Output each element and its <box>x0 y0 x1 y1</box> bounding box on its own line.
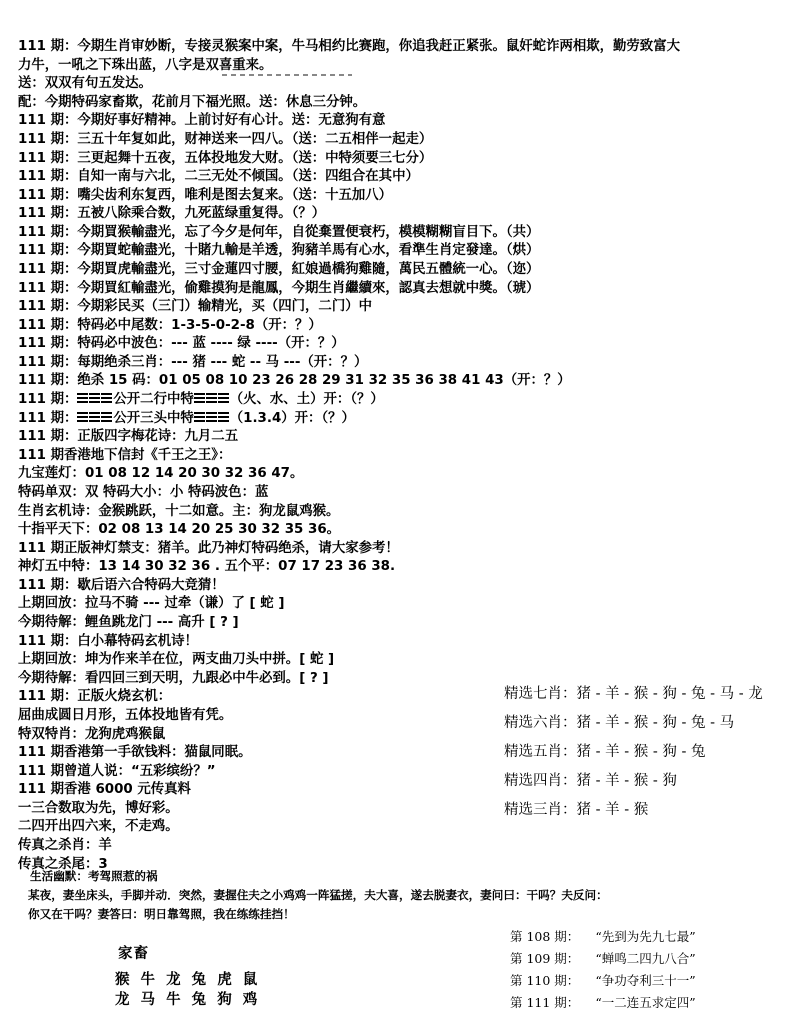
trigram-bar-icon <box>101 412 112 423</box>
humor-text-line-1: 某夜，妻坐床头，手脚并动．突然，妻握住夫之小鸡鸡一阵猛搓，夫大喜，遂去脱妻衣，妻问曰：干吗？夫反问： <box>28 888 608 902</box>
text-line: 传真之杀尾：3 <box>18 856 108 872</box>
humor-title: 生活幽默：考驾照惹的祸 <box>30 869 158 883</box>
text-line: 上期回放：拉马不骑 --- 过牵（谦）了 [ 蛇 ] <box>18 596 285 612</box>
trigram-bar-icon <box>89 412 100 423</box>
issue-phrase: “争功夺利三十一” <box>595 973 696 988</box>
text-line: 111 期香港 6000 元传真料 <box>18 782 191 798</box>
text-line: 111 期：今期彩民买（三门）输精光，买（四门，二门）中 <box>18 299 372 315</box>
issue-number: 第 109 期： <box>510 951 580 966</box>
issue-number: 第 108 期： <box>510 929 580 944</box>
trigram-bar-icon <box>218 393 229 404</box>
pick-line: 精选三肖：猪 - 羊 - 猴 <box>504 802 649 818</box>
text-line: 111 期： 公开三头中特 （1.3.4）开：（？） <box>18 410 355 426</box>
text-line: 111 期曾道人说：“五彩缤纷？” <box>18 763 216 779</box>
text-line: 111 期：正版四字梅花诗：九月二五 <box>18 429 239 445</box>
issue-phrase: “一二连五求定四” <box>595 995 696 1010</box>
issue-row <box>510 928 696 946</box>
text-line: 生肖玄机诗：金猴跳跃，十二如意。主：狗龙鼠鸡猴。 <box>18 503 340 519</box>
text-line: 111 期：歇后语六合特码大竞猜！ <box>18 577 225 593</box>
issue-row <box>510 950 696 968</box>
pick-line: 精选五肖：猪 - 羊 - 猴 - 狗 - 兔 <box>504 744 706 760</box>
text-line: 111 期：今期買紅輸盡光，偷雞摸狗是龍鳳，今期生肖繼續來，認真去想就中獎。（琥） <box>18 280 540 296</box>
text-line: 111 期：特码必中波色：--- 蓝 ---- 绿 ----（开：？） <box>18 336 345 352</box>
text-line: 111 期：三五十年复如此，财神送来一四八。（送：二五相伴一起走） <box>18 131 433 147</box>
trigram-bar-icon <box>206 412 217 423</box>
issue-row <box>510 972 696 990</box>
trigram-bar-icon <box>77 393 88 404</box>
text-line: 力牛，一吼之下珠出蓝，八字是双喜重来。 <box>18 57 273 73</box>
text-line: 二四开出四六来，不走鸡。 <box>18 819 179 835</box>
text-line: 111 期： 公开二行中特 （火、水、土）开：（？） <box>18 392 384 407</box>
text-line: 111 期：今期買虎輸盡光，三寸金蓮四寸腰，紅娘過橋狗雞隨，萬民五體統一心。（迩） <box>18 262 540 277</box>
text-line: 111 期：今期買蛇輸盡光，十賭九輸是羊透，狗豬羊馬有心水，看準生肖定發達。（烘） <box>18 243 540 259</box>
text-line: 111 期香港第一手欲钱料：猫鼠同眠。 <box>18 745 252 760</box>
text-line: 111 期：今期好事好精神。上前讨好有心计。送：无意狗有意 <box>18 113 386 129</box>
text-line: 特双特肖：龙狗虎鸡猴鼠 <box>18 726 166 742</box>
issue-number: 第 110 期： <box>510 973 580 988</box>
text-line: 神灯五中特：13 14 30 32 36 . 五个平：07 17 23 36 38. <box>18 559 396 575</box>
text-line: 111 期：绝杀 15 码：01 05 08 10 23 26 28 29 31 32 35 36 38 41 43（开：？） <box>18 373 571 389</box>
text-line: 111 期：今期生肖审妙断，专接灵猴案中案，牛马相约比赛跑，你追我赶正紧张。鼠奸蛇诈两相欺，勤劳致富大 <box>18 39 680 54</box>
text-line: 送：双双有句五发达。 <box>18 76 152 92</box>
text-line: 屈曲成圆日月形，五体投地皆有凭。 <box>18 707 233 723</box>
text-line: 十指平天下：02 08 13 14 20 25 30 32 35 36。 <box>18 522 341 538</box>
text-line: 111 期香港地下信封《千王之王》： <box>18 447 232 463</box>
text-line: 111 期：五被八除乘合数，九死蓝绿重复得。（？） <box>18 206 326 222</box>
text-line: 111 期：嘴尖齿利东复西，唯利是图去复来。（送：十五加八） <box>18 187 393 203</box>
trigram-bar-icon <box>89 393 100 404</box>
issue-row <box>510 994 696 1012</box>
pick-line: 精选六肖：猪 - 羊 - 猴 - 狗 - 兔 - 马 <box>504 715 735 731</box>
text-line: 111 期：正版火烧玄机： <box>18 689 172 705</box>
text-line: 111 期：白小幕特码玄机诗！ <box>18 633 198 649</box>
trigram-bar-icon <box>194 412 205 423</box>
text-line: 111 期：自知一南与六北，二三无处不倾国。（送：四组合在其中） <box>18 169 419 185</box>
text-line: 传真之杀肖：羊 <box>18 837 112 853</box>
pick-line: 精选四肖：猪 - 羊 - 猴 - 狗 <box>504 773 677 789</box>
issue-phrase: “蝉鸣二四九八合” <box>595 951 696 966</box>
text-line: 111 期正版神灯禁支：猪羊。此乃神灯特码绝杀，请大家参考！ <box>18 540 399 556</box>
livestock-row-2: 龙 马 牛 兔 狗 鸡 <box>115 991 261 1008</box>
text-line: 一三合数取为先，博好彩。 <box>18 800 179 816</box>
issue-phrase: “先到为先九七最” <box>595 929 696 944</box>
pick-line: 精选七肖：猪 - 羊 - 猴 - 狗 - 兔 - 马 - 龙 <box>504 686 763 702</box>
livestock-row-1: 猴 牛 龙 兔 虎 鼠 <box>115 971 261 988</box>
livestock-title: 家畜 <box>118 945 149 962</box>
text-line: 配：今期特码家畜欺，花前月下福光照。送：休息三分钟。 <box>18 94 367 110</box>
text-line: 111 期：今期買猴輸盡光，忘了今夕是何年，自從棄置便衰朽，模模糊糊盲目下。（共） <box>18 224 540 240</box>
text-line: 今期待解：看四回三到天明，九跟必中牛必到。[ ? ] <box>18 670 329 686</box>
text-line: 上期回放：坤为作来羊在位，两支曲刀头中拼。[ 蛇 ] <box>18 652 335 668</box>
text-line: 111 期：三更起舞十五夜，五体投地发大财。（送：中特须要三七分） <box>18 150 433 166</box>
trigram-bar-icon <box>206 393 217 404</box>
humor-text-line-2: 你又在干吗？妻答曰：明日靠驾照，我在练练挂挡！ <box>28 907 295 921</box>
trigram-bar-icon <box>101 393 112 404</box>
text-line: 特码单双：双 特码大小：小 特码波色：蓝 <box>18 484 269 500</box>
trigram-bar-icon <box>194 393 205 404</box>
text-line: 111 期：特码必中尾数：1-3-5-0-2-8（开：？） <box>18 317 322 333</box>
text-line: 今期待解：鲤鱼跳龙门 --- 高升 [ ? ] <box>18 615 239 630</box>
trigram-bar-icon <box>218 412 229 423</box>
text-line: 九宝莲灯：01 08 12 14 20 30 32 36 47。 <box>18 466 304 482</box>
trigram-bar-icon <box>77 412 88 423</box>
text-line: 111 期：每期绝杀三肖：--- 猪 --- 蛇 -- 马 ---（开：？） <box>18 354 368 370</box>
issue-number: 第 111 期： <box>510 995 580 1010</box>
